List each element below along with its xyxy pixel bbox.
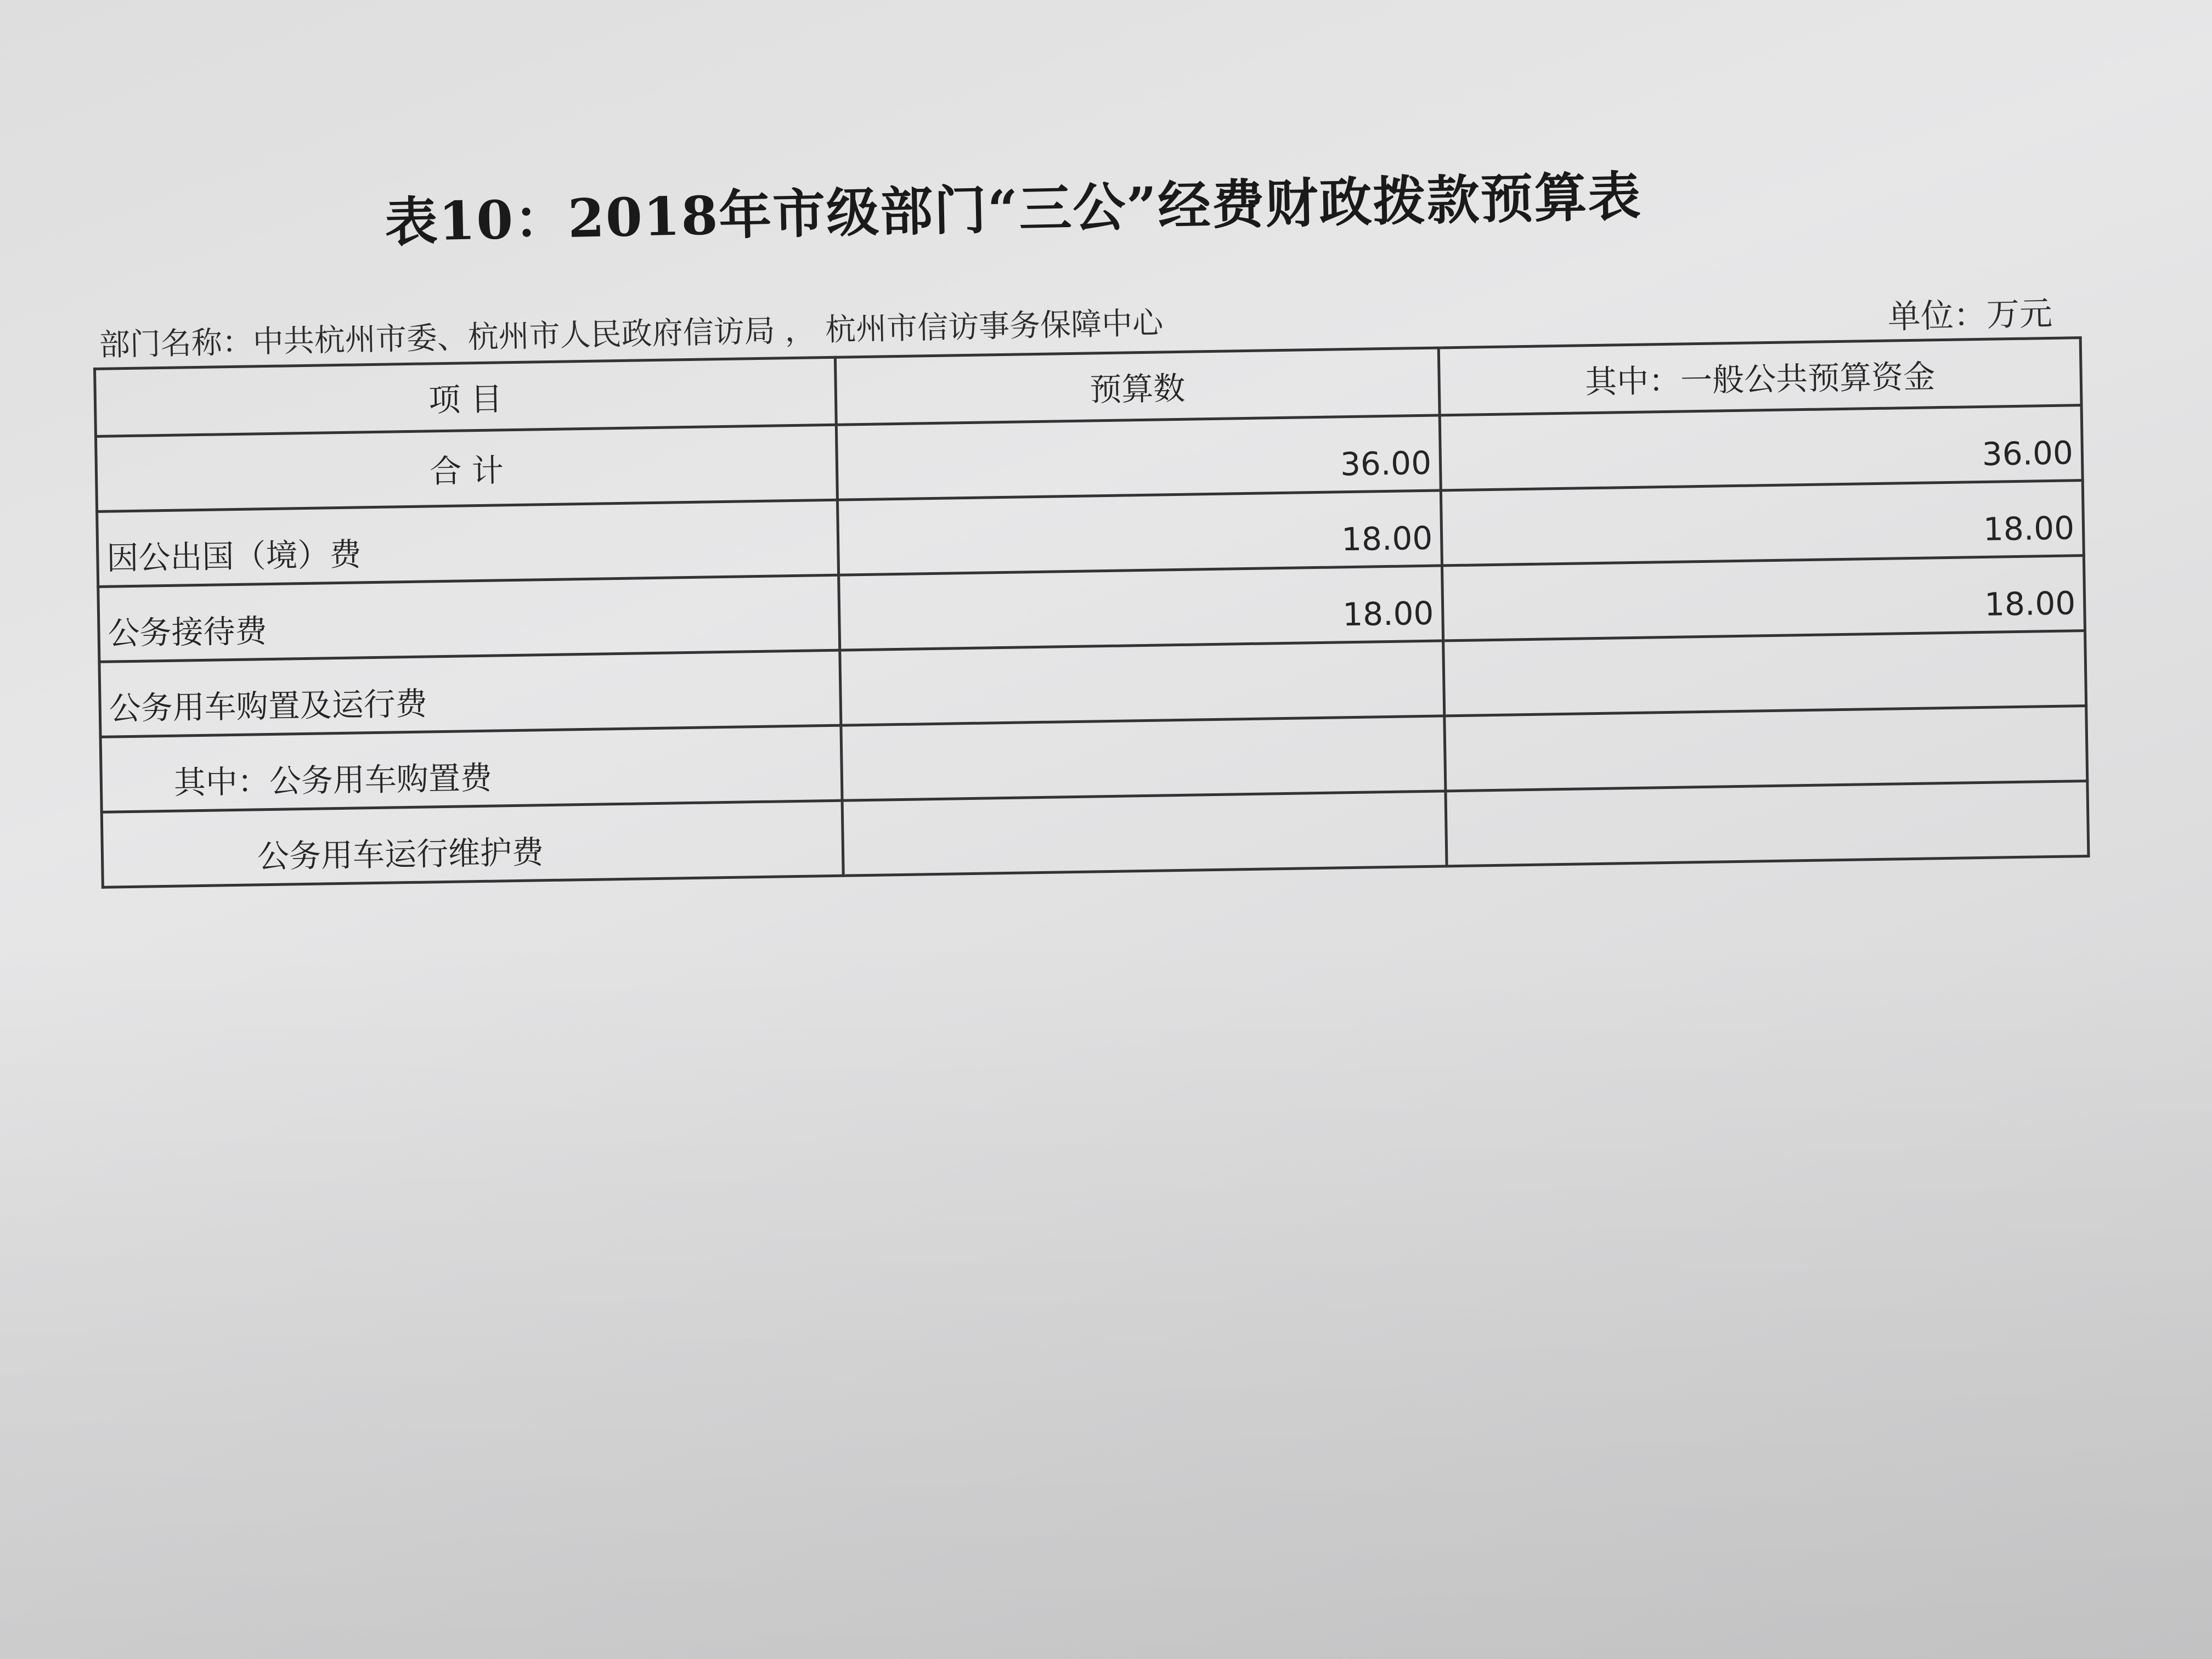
row-general bbox=[1444, 706, 2087, 791]
row-budget: 36.00 bbox=[836, 415, 1441, 500]
budget-table bbox=[93, 336, 2090, 889]
unit-label: 单位：万元 bbox=[1887, 294, 2053, 336]
row-general: 18.00 bbox=[1441, 481, 2084, 566]
row-item: 因公出国（境）费 bbox=[97, 500, 839, 586]
header-item: 项 目 bbox=[95, 357, 837, 436]
row-general: 18.00 bbox=[1442, 556, 2085, 641]
row-general bbox=[1443, 631, 2086, 716]
row-item: 公务接待费 bbox=[98, 575, 840, 662]
row-budget: 18.00 bbox=[839, 566, 1443, 650]
document-title: 表10：2018年市级部门“三公”经费财政拨款预算表 bbox=[384, 165, 1643, 253]
row-budget: 18.00 bbox=[837, 490, 1442, 575]
row-budget bbox=[840, 641, 1444, 725]
header-general-budget: 其中：一般公共预算资金 bbox=[1438, 338, 2081, 415]
header-budget: 预算数 bbox=[835, 348, 1440, 425]
page-shadow bbox=[0, 933, 2212, 1659]
row-general bbox=[1446, 781, 2089, 866]
row-general: 36.00 bbox=[1440, 405, 2083, 490]
row-item: 其中：公务用车购置费 bbox=[100, 725, 842, 812]
row-budget bbox=[842, 791, 1447, 876]
department-name: 部门名称：中共杭州市委、杭州市人民政府信访局 ， 杭州市信访事务保障中心 bbox=[99, 305, 1164, 363]
row-item-total: 合 计 bbox=[95, 425, 837, 511]
row-item: 公务用车购置及运行费 bbox=[99, 650, 841, 737]
row-item: 公务用车运行维护费 bbox=[101, 800, 843, 887]
row-budget bbox=[841, 716, 1446, 800]
budget-table-wrapper bbox=[93, 336, 2087, 889]
